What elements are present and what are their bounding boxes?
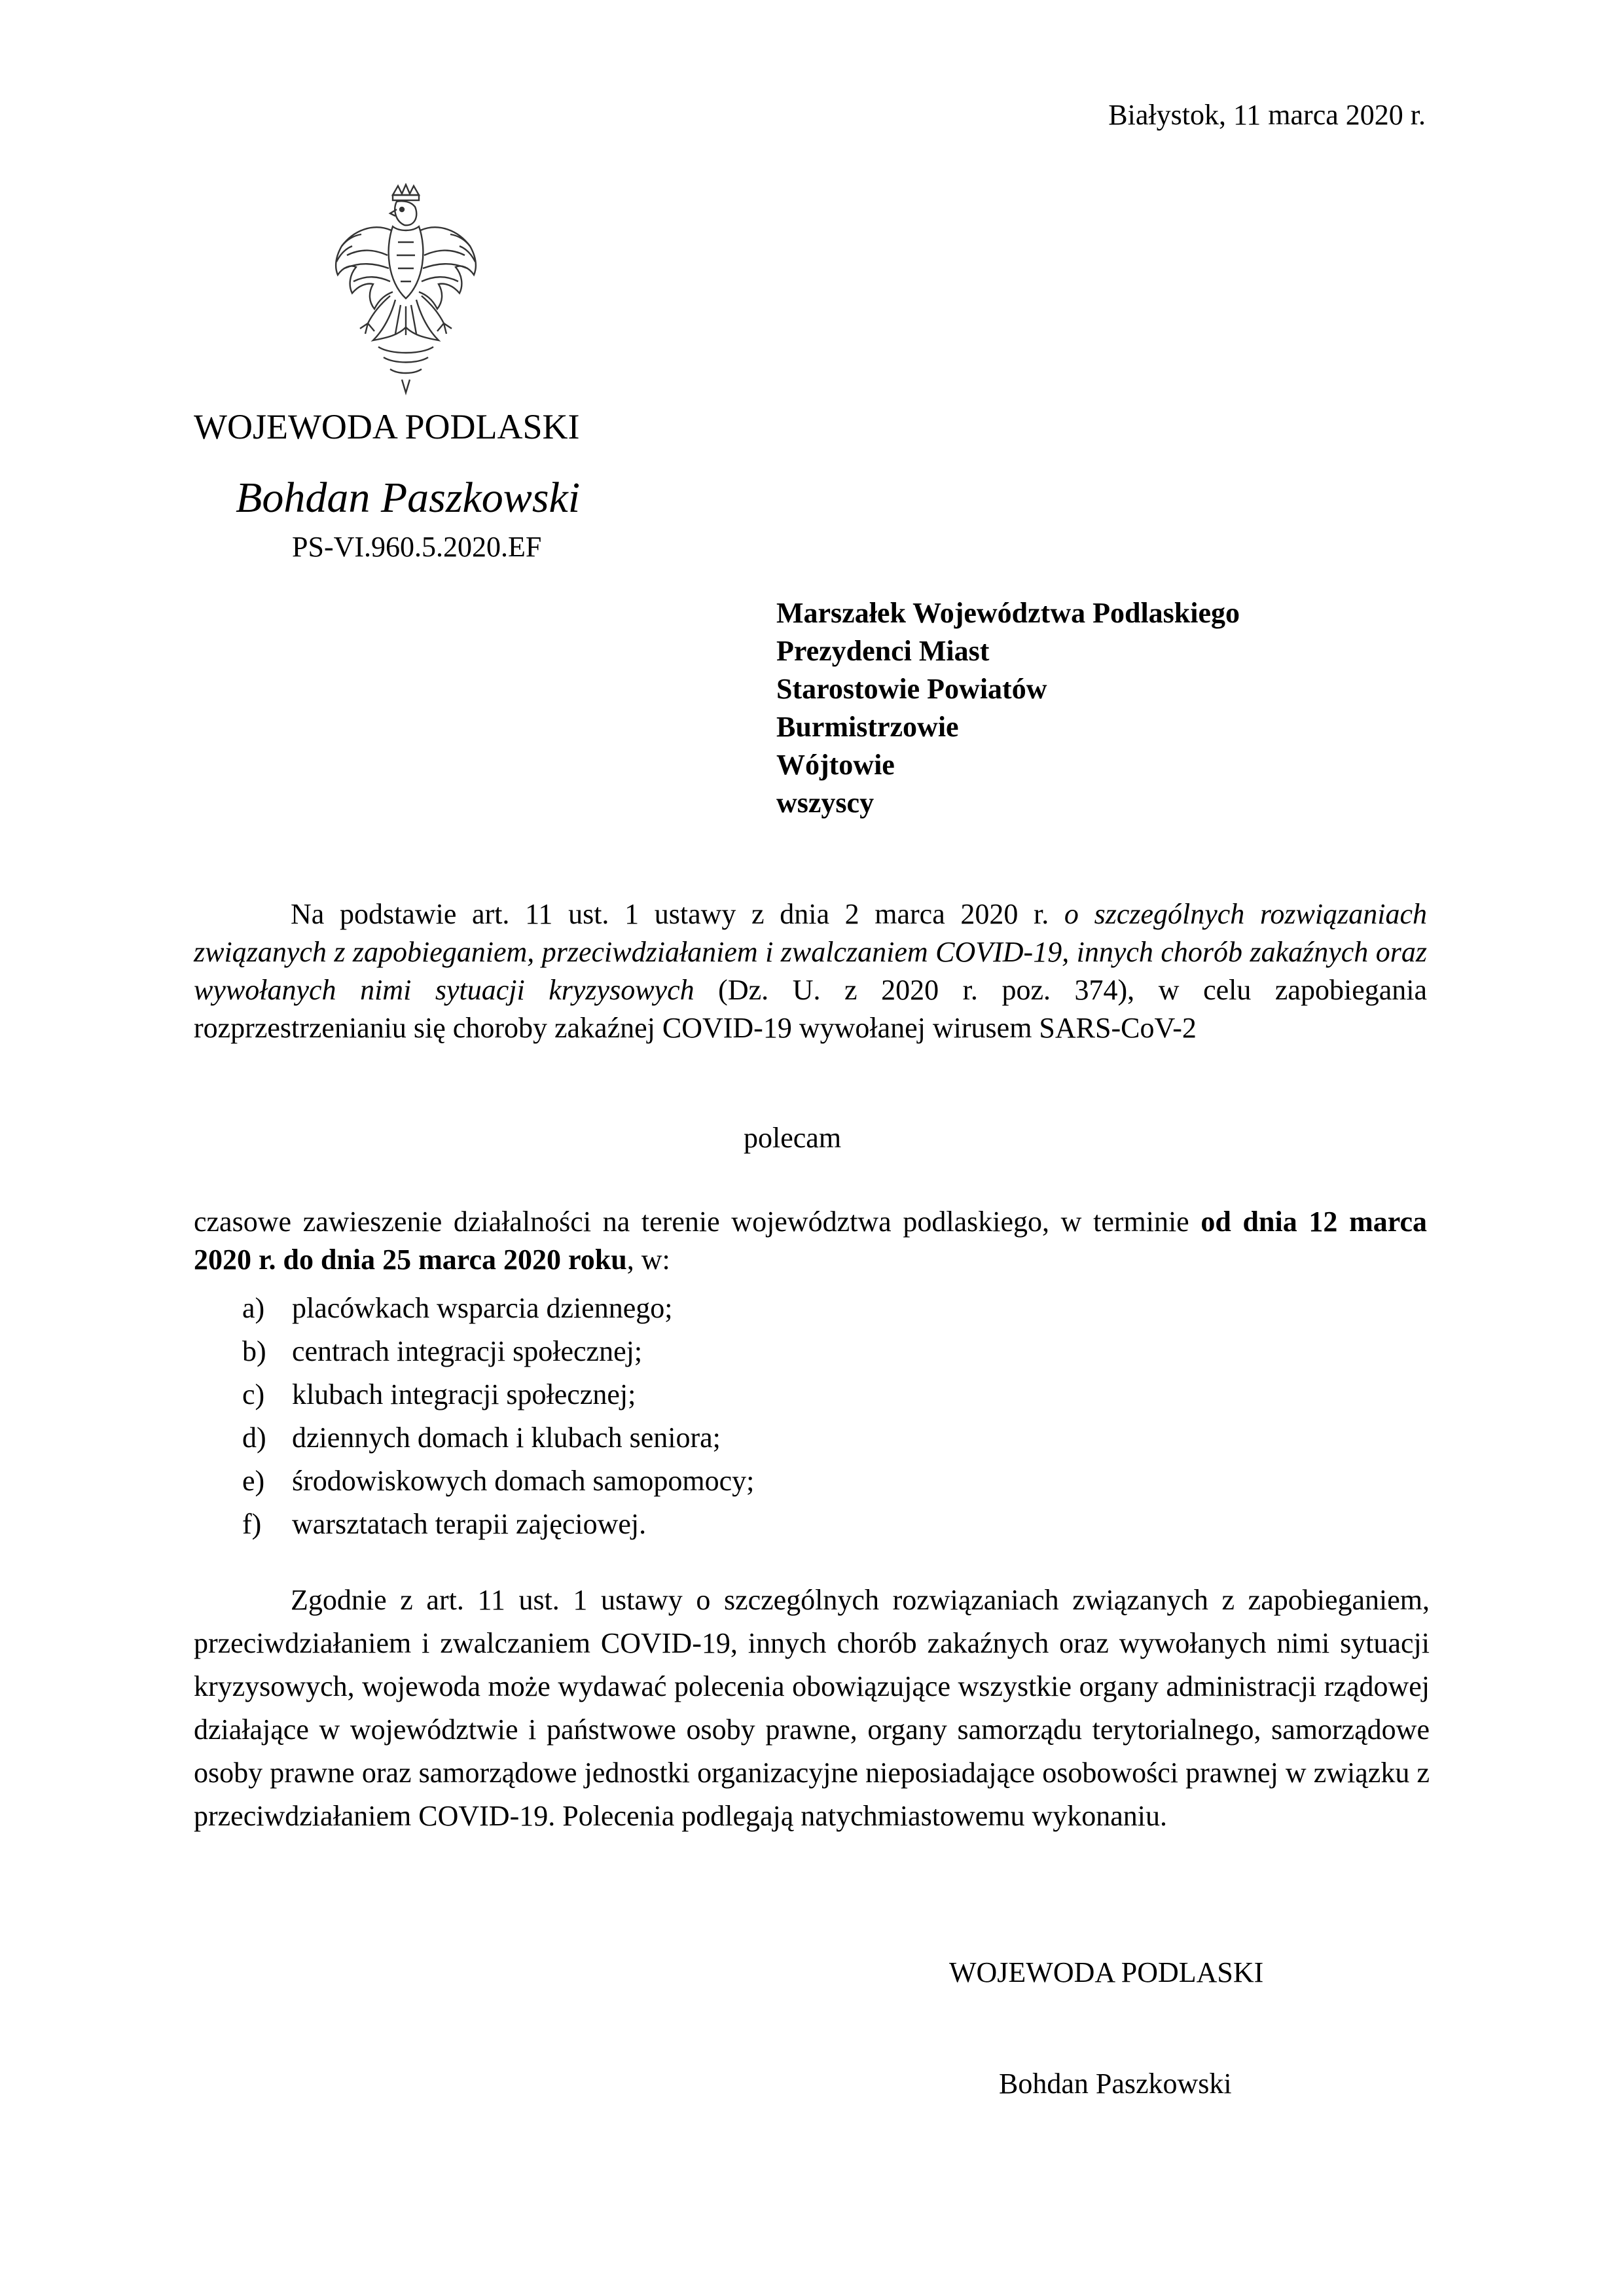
issuer-name: Bohdan Paszkowski (236, 474, 581, 522)
suspension-tail: , w: (626, 1244, 670, 1276)
recipient-item: Starostowie Powiatów (776, 673, 1047, 705)
issuer-office: WOJEWODA PODLASKI (194, 407, 580, 446)
list-item (242, 1460, 754, 1503)
list-item (242, 1287, 754, 1330)
recipient-item: Burmistrzowie (776, 711, 959, 743)
legal-basis-lead: Na podstawie art. 11 ust. 1 ustawy z dnia 2 marca 2020 r. (291, 898, 1064, 930)
list-text: centrach integracji społecznej; (292, 1335, 643, 1367)
list-text: warsztatach terapii zajęciowej. (292, 1508, 647, 1540)
recipient-item: Wójtowie (776, 749, 895, 781)
list-letter: d) (242, 1422, 266, 1454)
signature-name: Bohdan Paszkowski (999, 2068, 1232, 2100)
list-text: placówkach wsparcia dziennego; (292, 1292, 673, 1324)
legal-basis-paragraph (194, 895, 1427, 1047)
recipient-item: Prezydenci Miast (776, 635, 990, 667)
letter-date: Białystok, 11 marca 2020 r. (1108, 99, 1426, 131)
recipient-item: Marszałek Województwa Podlaskiego (776, 597, 1240, 629)
suspension-period: od dnia 12 marca 2020 r. do dnia 25 marca 2020 roku (194, 1206, 1427, 1276)
list-letter: e) (242, 1465, 265, 1497)
list-item (242, 1330, 754, 1373)
list-text: klubach integracji społecznej; (292, 1378, 636, 1410)
act-title: o szczególnych rozwiązaniach związanych z zapobieganiem, przeciwdziałaniem i zwalczaniem COVID-19, innych chorób zakaźnych oraz wywołanych nimi sytuacji kryzysowych (194, 898, 1427, 1006)
list-letter: b) (242, 1335, 266, 1367)
suspension-lead: czasowe zawieszenie działalności na terenie województwa podlaskiego, w terminie (194, 1206, 1201, 1238)
recipient-item: wszyscy (776, 787, 875, 819)
recipient-list (776, 594, 1240, 822)
list-item (242, 1503, 754, 1546)
list-item (242, 1373, 754, 1416)
list-text: środowiskowych domach samopomocy; (292, 1465, 755, 1497)
list-letter: f) (242, 1508, 262, 1540)
order-word: polecam (744, 1122, 842, 1154)
list-item (242, 1416, 754, 1460)
authority-paragraph: Zgodnie z art. 11 ust. 1 ustawy o szczególnych rozwiązaniach związanych z zapobieganiem, przeciwdziałaniem i zwalczaniem COVID-19, innych chorób zakaźnych oraz wywołanych nimi sytuacji kryzysowych, wojewoda może wydawać polecenia obowiązujące wszystkie organy administracji rządowej działające w województwie i państwowe osoby prawne, organy samorządu terytorialnego, samorządowe osoby prawne oraz samorządowe jednostki organizacyjne nieposiadające osobowości prawnej w związku z przeciwdziałaniem COVID-19. Polecenia podlegają natychmiastowemu wykonaniu. (194, 1584, 1430, 1832)
legal-basis-tail: (Dz. U. z 2020 r. poz. 374), w celu zapobiegania rozprzestrzenianiu się choroby zakaźnej COVID-19 wywołanej wirusem SARS-CoV-2 (194, 974, 1428, 1044)
list-letter: a) (242, 1292, 265, 1324)
suspension-paragraph (194, 1203, 1427, 1279)
list-letter: c) (242, 1378, 265, 1410)
signature-office: WOJEWODA PODLASKI (949, 1956, 1264, 1988)
white-eagle-emblem-icon (327, 183, 484, 399)
facility-list (242, 1287, 754, 1546)
list-text: dziennych domach i klubach seniora; (292, 1422, 721, 1454)
reference-number: PS-VI.960.5.2020.EF (292, 531, 542, 563)
